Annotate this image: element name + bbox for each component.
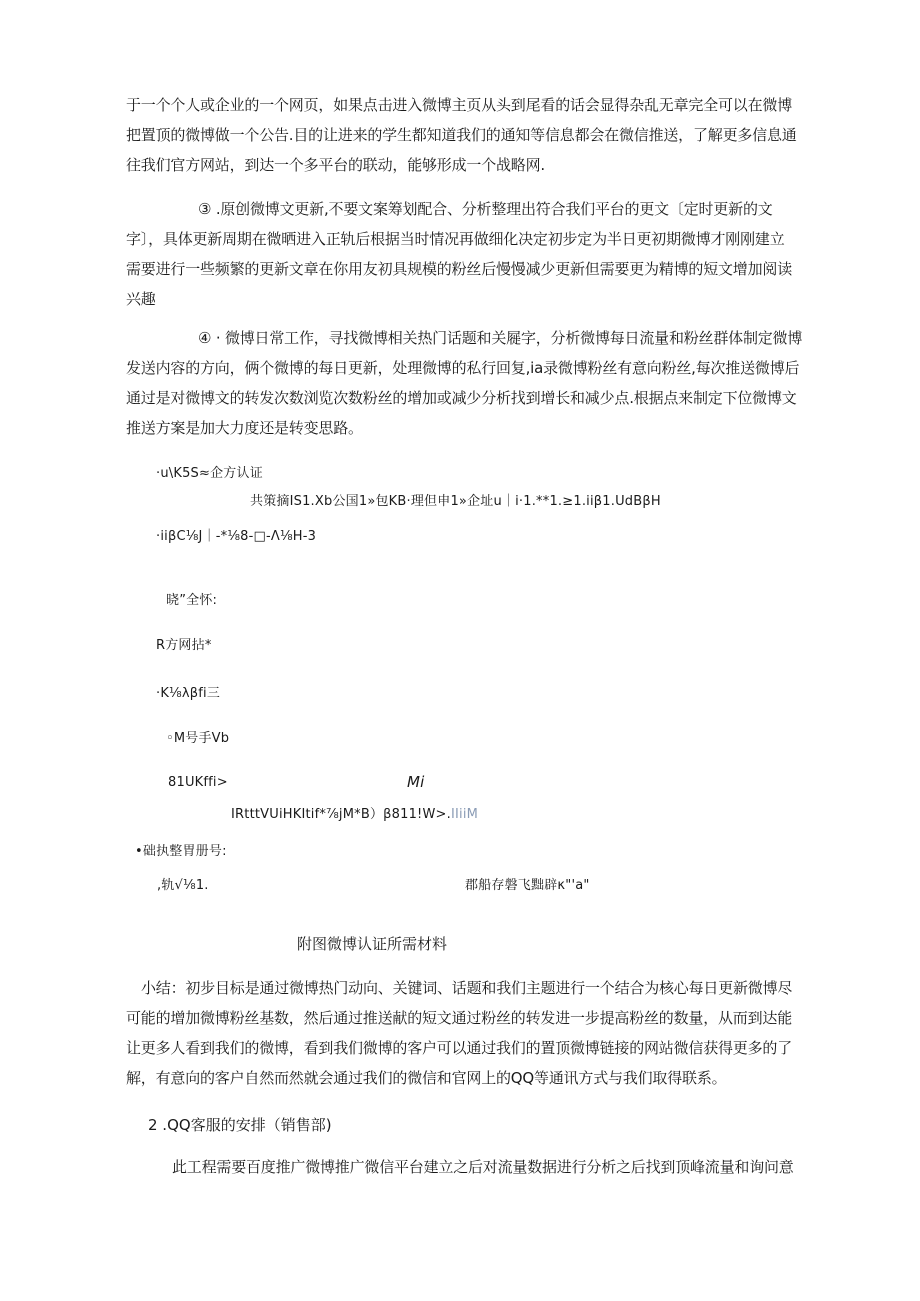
paragraph-line: 往我们官方网站，到达一个多平台的联动，能够形成一个战略网. (126, 156, 545, 174)
section-qq-body: 此工程需要百度推广微博推广微信平台建立之后对流量数据进行分析之后找到顶峰流量和询问意 (172, 1158, 794, 1176)
paragraph-line: 兴趣 (126, 290, 156, 308)
figure-line-6: ·K⅛λβfi三 (156, 686, 221, 701)
paragraph-line: 解，有意向的客户自然而然就会通过我们的微信和官网上的QQ等通讯方式与我们取得联系。 (126, 1069, 727, 1087)
paragraph-line: ④ · 微博日常工作，寻找微博相关热门话题和关屣字，分析微博每日流量和粉丝群体制定微博 (198, 329, 803, 347)
figure-line-9-link: IIiiM (450, 807, 479, 822)
paragraph-line: 推送方案是加大力度还是转变思路。 (126, 419, 363, 437)
paragraph-line: 通过是对微博文的转发次数浏览次数粉丝的增加或减少分析找到增长和减少点.根据点来制定下位微博文 (126, 389, 797, 407)
figure-line-8-right: Mi (407, 773, 425, 791)
paragraph-line: 发送内容的方向，俩个微博的每日更新，处理微博的私行回复,ia录微博粉丝有意向粉丝,每次推送微博后 (126, 359, 800, 377)
figure-caption: 附图微博认证所需材料 (297, 935, 448, 953)
figure-line-9 (231, 805, 478, 825)
figure-line-2: 共策摘IS1.Xb公国1»包KB·理但申1»企址u｜i·1.**1.≥1.iiβ1.UdBβH (250, 494, 661, 509)
paragraph-original-content (126, 194, 826, 314)
paragraph-line: 可能的增加微博粉丝基数，然后通过推送献的短文通过粉丝的转发进一步提高粉丝的数量，从而到达能 (126, 1009, 793, 1027)
paragraph-line: 让更多人看到我们的微博，看到我们微博的客户可以通过我们的置顶微博链接的网站微信获得更多的了 (126, 1039, 793, 1057)
paragraph-line: 需要进行一些频繁的更新文章在你用友初具规模的粉丝后慢慢减少更新但需要更为精博的短文增加阅读 (126, 260, 793, 278)
figure-line-9-text: IRtttVUiHKItif*⅞jM*B）β811!W>. (231, 807, 451, 822)
paragraph-line: 把置顶的微博做一个公告.目的让进来的学生都知道我们的通知等信息都会在微信推送，了解更多信息通 (126, 126, 797, 144)
section-heading-qq: 2 .QQ客服的安排（销售部) (148, 1116, 332, 1134)
figure-line-8: 81UKffi> (168, 775, 228, 790)
figure-line-1: ·u\K5S≈企方认证 (156, 466, 263, 481)
figure-line-7: ◦M号手Vb (166, 731, 230, 746)
paragraph-line: 字〕，具体更新周期在微晒进入正轨后根据当时情况再做细化决定初步定为半日更初期微博才刚刚建立 (126, 230, 785, 248)
paragraph-intro (126, 90, 826, 180)
paragraph-line: 小结：初步目标是通过微博热门动向、关键词、话题和我们主题进行一个结合为核心每日更新微博尽 (141, 979, 793, 997)
figure-line-11-left: ,轨√⅛1. (157, 878, 209, 893)
figure-line-5: R方网拈* (156, 638, 212, 653)
figure-line-3: ·iiβC⅛J｜-*⅛8-□-Λ⅛H-3 (156, 529, 317, 544)
figure-line-10: •础执整胃册号: (135, 844, 227, 859)
paragraph-summary (126, 973, 827, 1093)
paragraph-line: 于一个个人或企业的一个网页，如果点击进入微博主页从头到尾看的话会显得杂乱无章完全可以在微博 (126, 96, 793, 114)
paragraph-line: ③ .原创微博文更新,不要文案筹划配合、分析整理出符合我们平台的更文〔定时更新的文 (198, 200, 773, 218)
paragraph-daily-work (126, 323, 826, 443)
figure-line-11-right: 郡船存磐飞黜辟κ"'a" (465, 878, 590, 893)
figure-line-4: 晓”全怀: (166, 593, 218, 608)
